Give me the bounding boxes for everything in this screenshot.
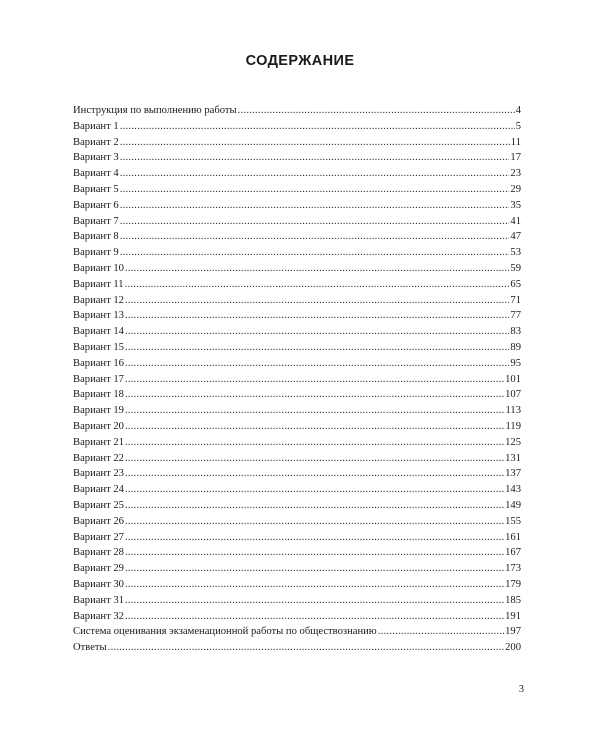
toc-entry[interactable]	[73, 150, 521, 166]
toc-dot-leader	[125, 387, 504, 403]
toc-entry-title: Вариант 24	[73, 484, 124, 496]
toc-entry-title: Вариант 14	[73, 326, 124, 338]
toc-dot-leader	[238, 103, 515, 119]
toc-entry-page: 107	[505, 389, 521, 401]
toc-entry-title: Вариант 32	[73, 610, 124, 622]
toc-entry[interactable]	[73, 577, 521, 593]
toc-entry[interactable]	[73, 372, 521, 388]
toc-dot-leader	[125, 293, 509, 309]
toc-dot-leader	[125, 577, 504, 593]
toc-entry-page: 131	[505, 452, 521, 464]
toc-entry-title: Вариант 26	[73, 515, 124, 527]
toc-entry[interactable]	[73, 403, 521, 419]
toc-entry-title: Вариант 3	[73, 152, 119, 164]
toc-dot-leader	[125, 372, 504, 388]
toc-dot-leader	[125, 356, 509, 372]
toc-entry-title: Вариант 21	[73, 436, 124, 448]
toc-entry-title: Вариант 8	[73, 231, 119, 243]
toc-dot-leader	[108, 640, 504, 656]
toc-entry-page: 161	[505, 531, 521, 543]
toc-entry[interactable]	[73, 198, 521, 214]
toc-entry[interactable]	[73, 214, 521, 230]
toc-dot-leader	[120, 135, 510, 151]
toc-dot-leader	[125, 340, 509, 356]
toc-entry[interactable]	[73, 451, 521, 467]
toc-entry-title: Вариант 5	[73, 183, 119, 195]
toc-entry[interactable]	[73, 466, 521, 482]
toc-dot-leader	[120, 214, 510, 230]
toc-entry-title: Ответы	[73, 642, 107, 654]
toc-entry-title: Вариант 31	[73, 594, 124, 606]
toc-entry-page: 23	[510, 168, 521, 180]
toc-entry-title: Вариант 1	[73, 120, 119, 132]
toc-entry-page: 83	[510, 326, 521, 338]
toc-entry-page: 5	[515, 120, 521, 132]
toc-entry[interactable]	[73, 624, 521, 640]
toc-entry-title: Вариант 19	[73, 405, 124, 417]
toc-dot-leader	[120, 166, 510, 182]
toc-dot-leader	[120, 119, 515, 135]
toc-entry-page: 59	[510, 262, 521, 274]
toc-entry[interactable]	[73, 182, 521, 198]
toc-entry-title: Вариант 15	[73, 341, 124, 353]
page-title: СОДЕРЖАНИЕ	[245, 53, 355, 69]
toc-entry[interactable]	[73, 324, 521, 340]
toc-entry-page: 89	[510, 341, 521, 353]
toc-dot-leader	[125, 435, 504, 451]
toc-entry-page: 191	[505, 610, 521, 622]
toc-entry[interactable]	[73, 530, 521, 546]
toc-entry-title: Вариант 27	[73, 531, 124, 543]
toc-entry-page: 41	[510, 215, 521, 227]
toc-entry-title: Вариант 13	[73, 310, 124, 322]
toc-entry-title: Вариант 18	[73, 389, 124, 401]
toc-entry-title: Вариант 29	[73, 563, 124, 575]
toc-entry-title: Вариант 20	[73, 420, 124, 432]
toc-entry[interactable]	[73, 387, 521, 403]
toc-entry-page: 167	[505, 547, 521, 559]
toc-entry-title: Вариант 11	[73, 278, 124, 290]
toc-entry[interactable]	[73, 498, 521, 514]
toc-dot-leader	[120, 150, 510, 166]
toc-dot-leader	[125, 466, 504, 482]
toc-entry-page: 95	[510, 357, 521, 369]
toc-entry-page: 143	[505, 484, 521, 496]
toc-entry-page: 113	[505, 405, 521, 417]
toc-entry-page: 185	[505, 594, 521, 606]
toc-entry[interactable]	[73, 356, 521, 372]
toc-dot-leader	[120, 245, 510, 261]
toc-entry-page: 137	[505, 468, 521, 480]
toc-entry-page: 11	[510, 136, 521, 148]
toc-entry[interactable]	[73, 419, 521, 435]
toc-entry[interactable]	[73, 308, 521, 324]
toc-entry-page: 149	[505, 499, 521, 511]
toc-entry-page: 17	[510, 152, 521, 164]
toc-entry[interactable]	[73, 482, 521, 498]
toc-dot-leader	[125, 545, 504, 561]
toc-entry-page: 71	[510, 294, 521, 306]
toc-entry[interactable]	[73, 135, 521, 151]
toc-dot-leader	[125, 514, 504, 530]
toc-entry[interactable]	[73, 435, 521, 451]
table-of-contents	[73, 103, 521, 656]
toc-entry-title: Вариант 28	[73, 547, 124, 559]
toc-entry[interactable]	[73, 166, 521, 182]
toc-entry-title: Вариант 23	[73, 468, 124, 480]
toc-entry[interactable]	[73, 103, 521, 119]
toc-entry-title: Вариант 9	[73, 247, 119, 259]
toc-dot-leader	[125, 403, 505, 419]
toc-entry-title: Инструкция по выполнению работы	[73, 105, 237, 116]
toc-entry-title: Вариант 22	[73, 452, 124, 464]
toc-dot-leader	[125, 530, 504, 546]
toc-entry-title: Вариант 30	[73, 578, 124, 590]
toc-entry[interactable]	[73, 593, 521, 609]
toc-entry-page: 47	[510, 231, 521, 243]
toc-entry[interactable]	[73, 229, 521, 245]
toc-entry[interactable]	[73, 514, 521, 530]
toc-entry-page: 53	[510, 247, 521, 259]
toc-dot-leader	[120, 229, 510, 245]
toc-entry[interactable]	[73, 261, 521, 277]
toc-entry-page: 173	[505, 563, 521, 575]
toc-entry-title: Вариант 6	[73, 199, 119, 211]
toc-entry[interactable]	[73, 245, 521, 261]
toc-entry-title: Вариант 17	[73, 373, 124, 385]
toc-dot-leader	[125, 561, 504, 577]
toc-dot-leader	[125, 419, 505, 435]
toc-dot-leader	[125, 261, 509, 277]
toc-dot-leader	[378, 624, 504, 640]
toc-entry[interactable]	[73, 609, 521, 625]
toc-entry-page: 29	[510, 183, 521, 195]
toc-entry-title: Вариант 7	[73, 215, 119, 227]
toc-entry-title: Вариант 25	[73, 499, 124, 511]
page-number: 3	[518, 684, 524, 695]
toc-entry[interactable]	[73, 119, 521, 135]
toc-dot-leader	[125, 277, 510, 293]
toc-entry-page: 35	[510, 199, 521, 211]
toc-entry[interactable]	[73, 640, 521, 656]
toc-entry[interactable]	[73, 545, 521, 561]
toc-entry[interactable]	[73, 277, 521, 293]
toc-entry[interactable]	[73, 561, 521, 577]
toc-entry[interactable]	[73, 293, 521, 309]
toc-entry-page: 179	[505, 578, 521, 590]
toc-entry-page: 200	[505, 642, 521, 654]
toc-entry-title: Вариант 10	[73, 262, 124, 274]
toc-dot-leader	[120, 182, 510, 198]
toc-dot-leader	[125, 498, 504, 514]
toc-entry-page: 101	[505, 373, 521, 385]
toc-dot-leader	[125, 451, 504, 467]
toc-dot-leader	[125, 482, 504, 498]
toc-entry-title: Вариант 16	[73, 357, 124, 369]
toc-entry-page: 119	[505, 420, 521, 432]
toc-dot-leader	[125, 593, 504, 609]
toc-entry-page: 155	[505, 515, 521, 527]
toc-entry-title: Система оценивания экзаменационной работы по обществознанию	[73, 626, 377, 638]
toc-entry[interactable]	[73, 340, 521, 356]
toc-entry-page: 197	[505, 626, 521, 638]
toc-entry-title: Вариант 12	[73, 294, 124, 306]
toc-dot-leader	[125, 609, 504, 625]
toc-entry-title: Вариант 4	[73, 168, 119, 180]
toc-entry-page: 65	[510, 278, 521, 290]
toc-dot-leader	[120, 198, 510, 214]
toc-dot-leader	[125, 308, 509, 324]
toc-entry-page: 77	[510, 310, 521, 322]
toc-entry-title: Вариант 2	[73, 136, 119, 148]
toc-entry-page: 125	[505, 436, 521, 448]
toc-dot-leader	[125, 324, 509, 340]
toc-entry-page: 4	[515, 105, 521, 116]
